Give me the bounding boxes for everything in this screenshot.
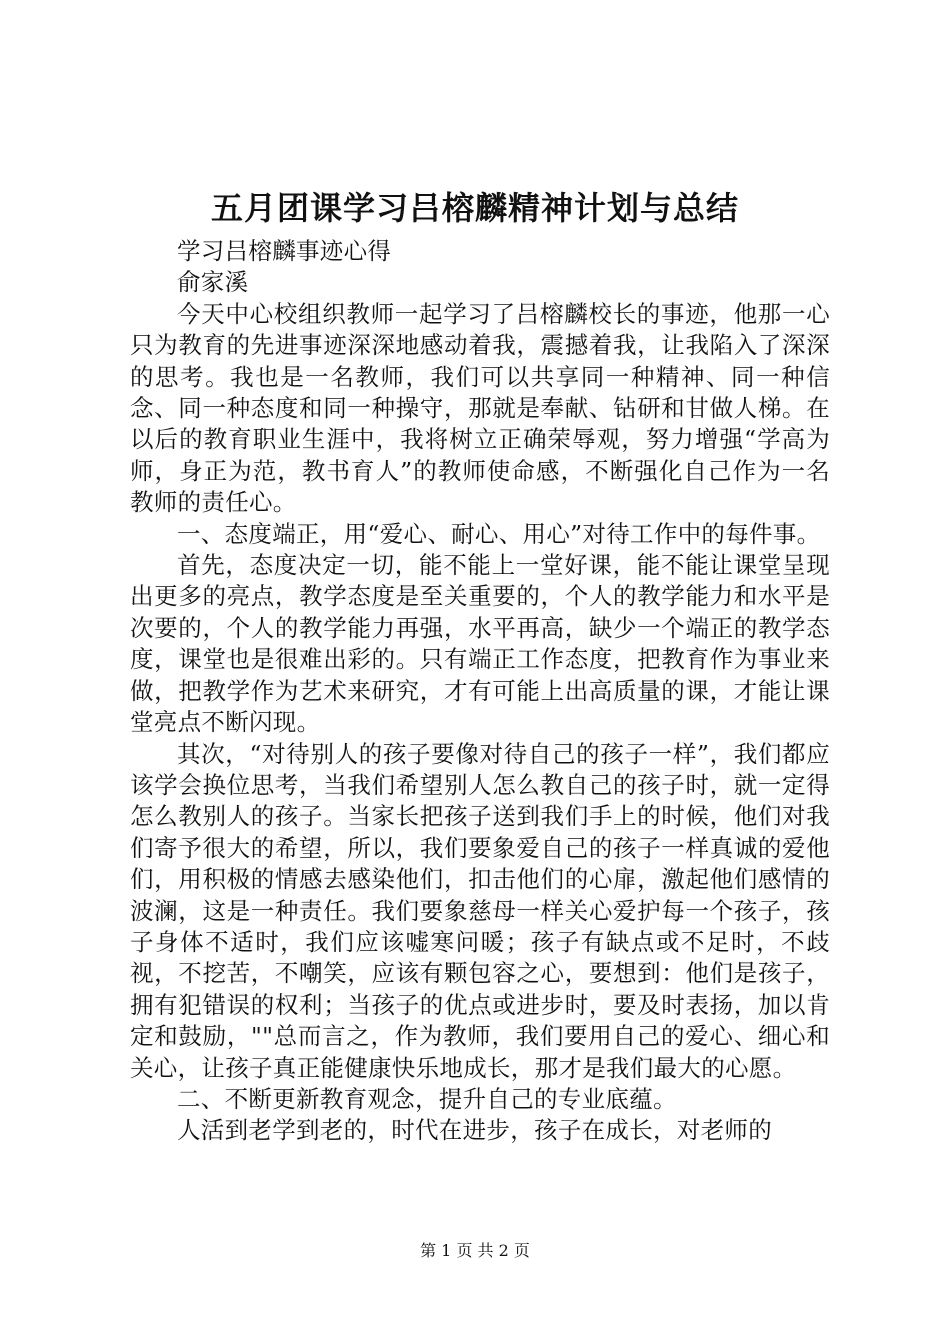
body-paragraph: 其次，“对待别人的孩子要像对待自己的孩子一样”，我们都应该学会换位思考，当我们希望别人怎么教自己的孩子时，就一定得怎么教别人的孩子。当家长把孩子送到我们手上的时候，他们对我们寄予很大的希望，所以，我们要象爱自己的孩子一样真诚的爱他们，用积极的情感去感染他们，扣击他们的心扉，激起他们感情的波澜，这是一种责任。我们要象慈母一样关心爱护每一个孩子，孩子身体不适时，我们应该嘘寒问暖；孩子有缺点或不足时，不歧视，不挖苦，不嘲笑，应该有颗包容之心，要想到：他们是孩子，拥有犯错误的权利；当孩子的优点或进步时，要及时表扬，加以肯定和鼓励，""总而言之，作为教师，我们要用自己的爱心、细心和关心，让孩子真正能健康快乐地成长，那才是我们最大的心愿。 (130, 739, 830, 1082)
body-paragraph: 人活到老学到老的，时代在进步，孩子在成长，对老师的 (177, 1116, 772, 1145)
section-heading-2: 二、不断更新教育观念，提升自己的专业底蕴。 (177, 1084, 677, 1113)
document-body (130, 236, 830, 1147)
document-title: 五月团课学习吕榕麟精神计划与总结 (210, 189, 739, 227)
page-number-footer: 第 1 页 共 2 页 (420, 1241, 530, 1260)
author-paragraph: 俞家溪 (177, 268, 249, 297)
subtitle-paragraph: 学习吕榕麟事迹心得 (177, 237, 392, 265)
body-paragraph: 今天中心校组织教师一起学习了吕榕麟校长的事迹，他那一心只为教育的先进事迹深深地感动着我，震撼着我，让我陷入了深深的思考。我也是一名教师，我们可以共享同一种精神、同一种信念、同一种态度和同一种操守，那就是奉献、钻研和甘做人梯。在以后的教育职业生涯中，我将树立正确荣辱观，努力增强“学高为师，身正为范，教书育人”的教师使命感，不断强化自己作为一名教师的责任心。 (130, 299, 830, 517)
body-paragraph: 首先，态度决定一切，能不能上一堂好课，能不能让课堂呈现出更多的亮点，教学态度是至关重要的，个人的教学能力和水平是次要的，个人的教学能力再强，水平再高，缺少一个端正的教学态度，课堂也是很难出彩的。只有端正工作态度，把教育作为事业来做，把教学作为艺术来研究，才有可能上出高质量的课，才能让课堂亮点不断闪现。 (130, 551, 830, 737)
section-heading-1: 一、态度端正，用“爱心、耐心、用心”对待工作中的每件事。 (177, 519, 821, 548)
